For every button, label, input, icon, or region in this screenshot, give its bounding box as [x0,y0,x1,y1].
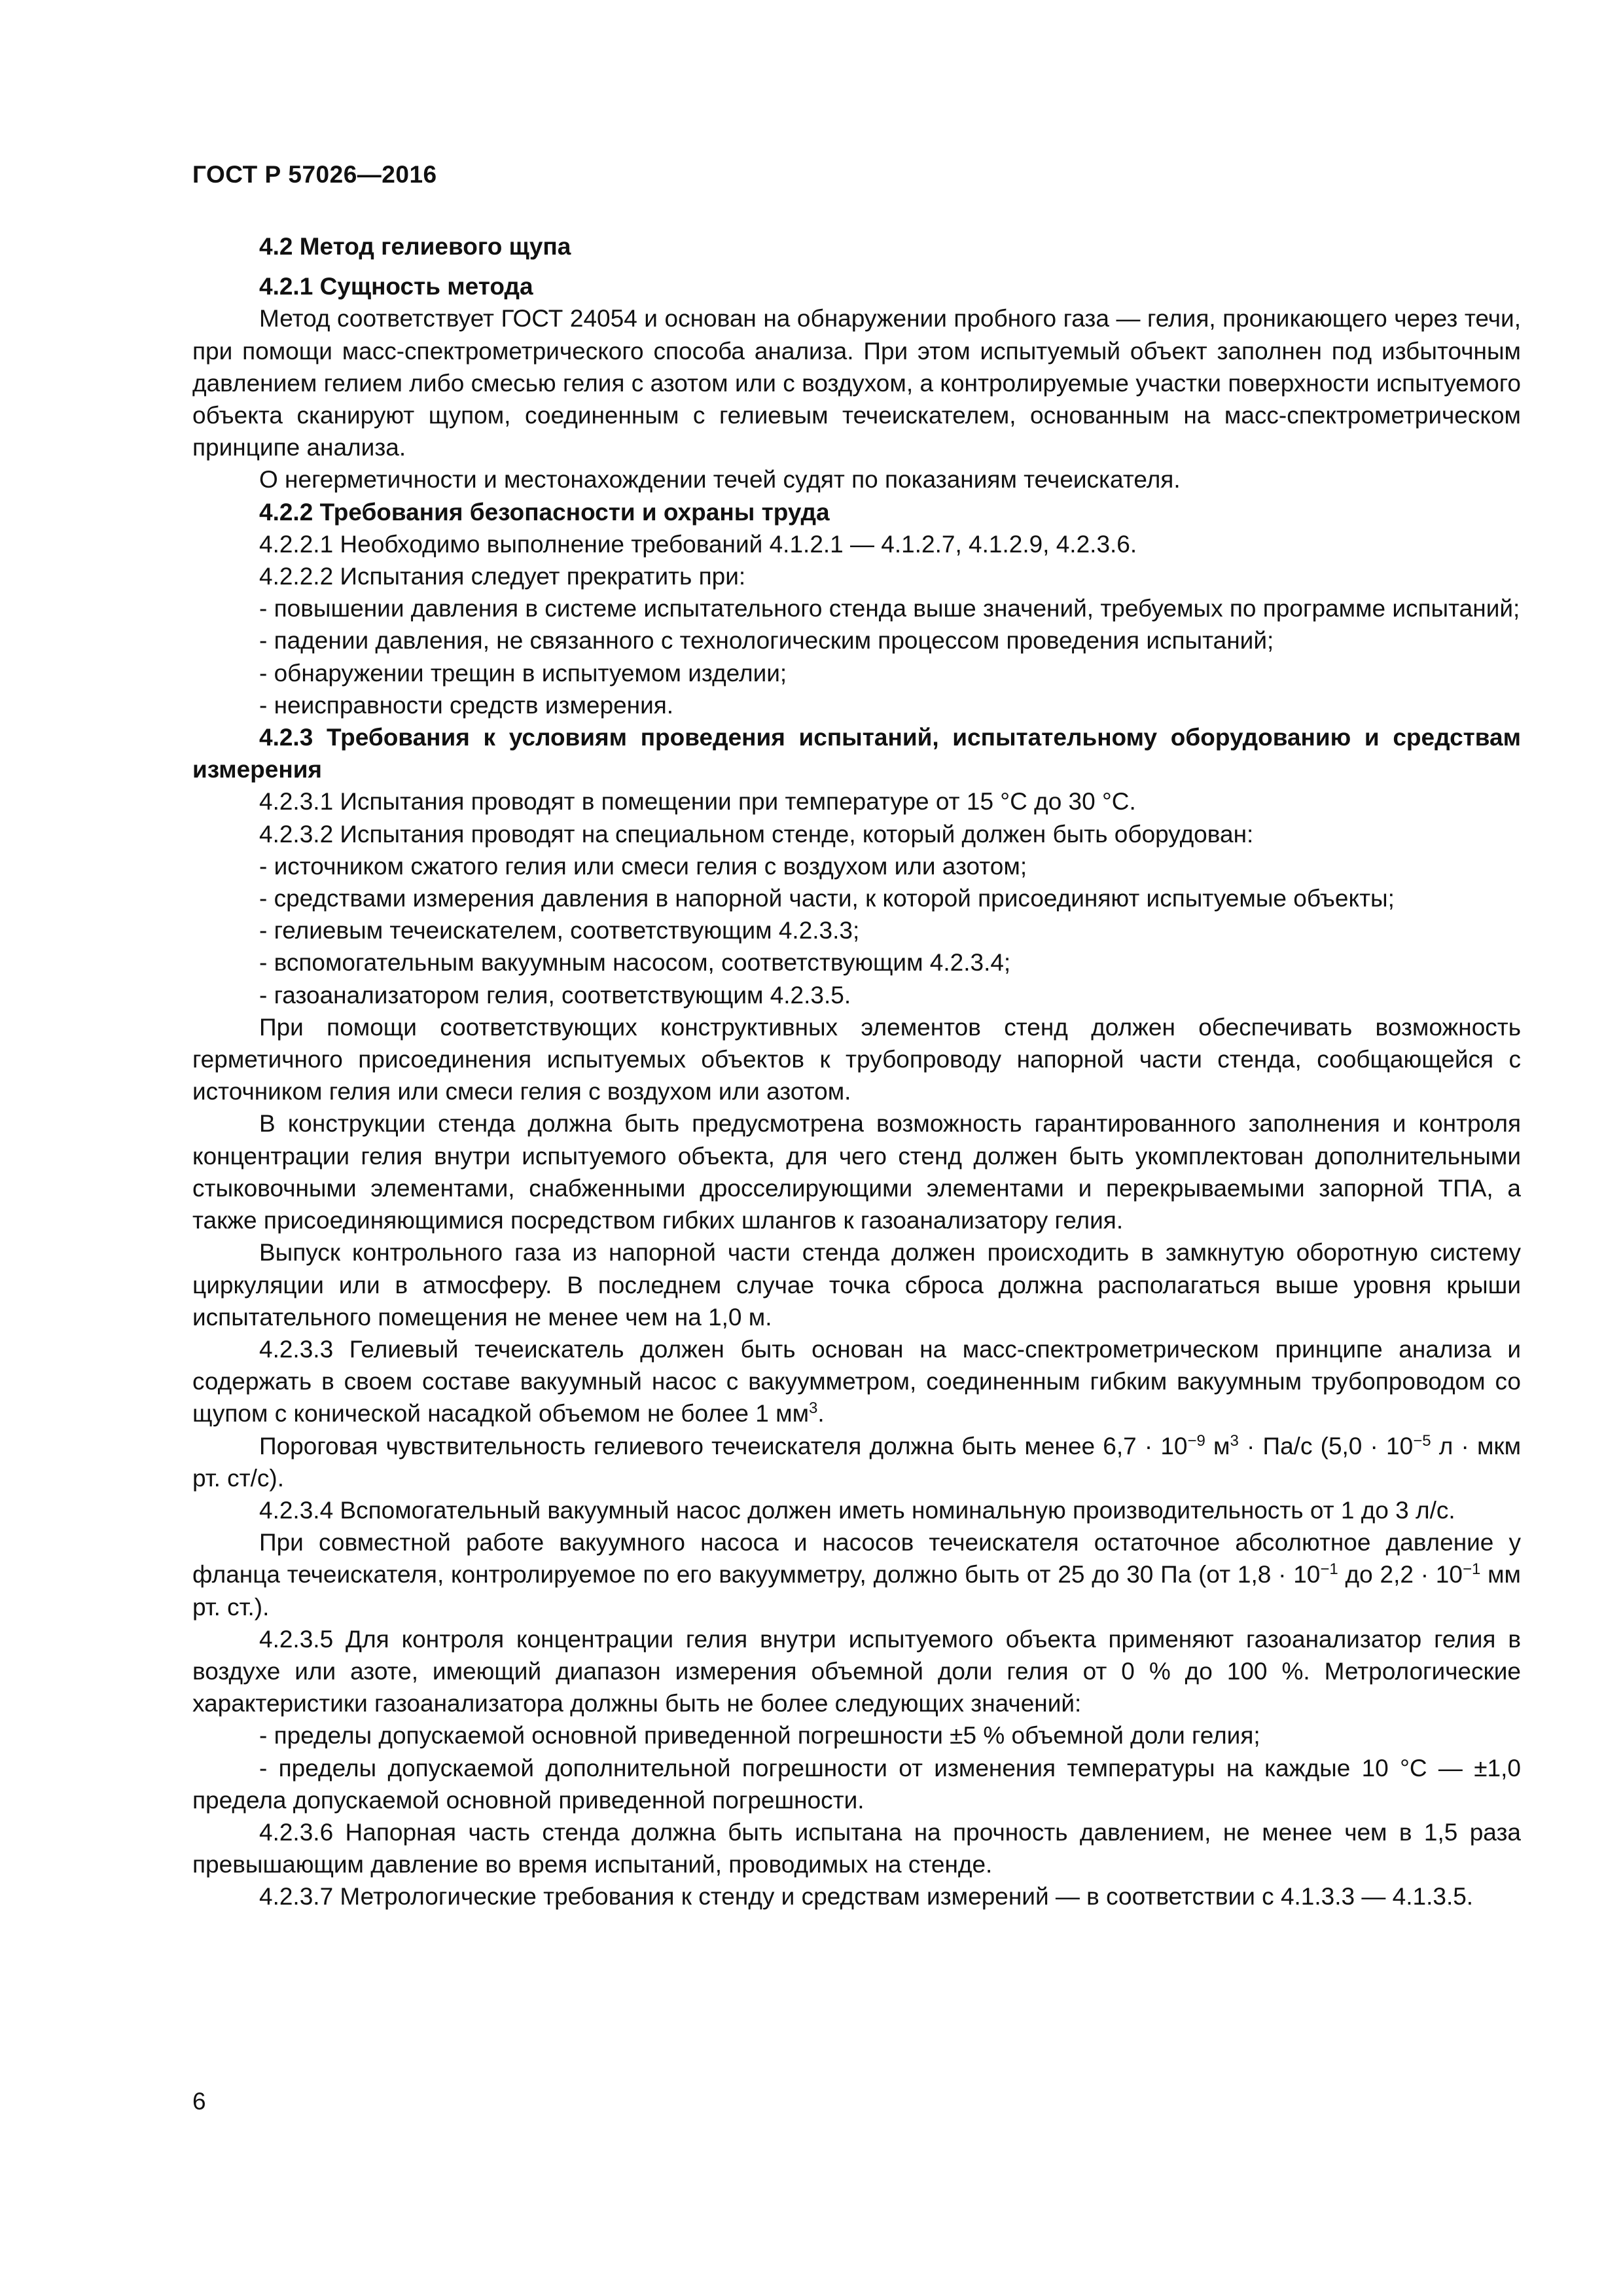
superscript: −9 [1187,1431,1205,1450]
list-item: - обнаружении трещин в испытуемом изделии; [259,659,787,687]
list-item: - средствами измерения давления в напорной части, к которой присоединяют испытуемые объекты; [259,885,1395,912]
paragraph: Метод соответствует ГОСТ 24054 и основан на обнаружении пробного газа — гелия, проникающего через течи, при помощи масс-спектрометрического способа анализа. При этом испытуемый объект заполнен под избыточным давлением гелием либо смесью гелия с азотом или с воздухом, а контролируемые участки поверхности испытуемого объекта сканируют щупом, соединенным с гелиевым течеискателем, основанным на масс-спектрометрическом принципе анализа. [192,305,1521,461]
clause-4-2-3-6: 4.2.3.6 Напорная часть стенда должна быть испытана на прочность давлением, не менее чем в 1,5 раза превышающим давление во время испытаний, проводимых на стенде. [192,1818,1521,1878]
clause-text: м [1205,1432,1230,1460]
sensitivity-paragraph [192,1430,1521,1494]
clause-4-2-3-5: 4.2.3.5 Для контроля концентрации гелия внутри испытуемого объекта применяют газоанализатор гелия в воздухе или азоте, имеющий диапазон измерения объемной доли гелия от 0 % до 100 %. Метрологические характеристики газоанализатора должны быть не более следующих значений: [192,1625,1521,1717]
clause-text: л · мкм рт. ст/с). [192,1432,1522,1492]
clause-text: 4.2.3.3 Гелиевый течеискатель должен быть основан на масс-спектрометрическом принципе анализа и содержать в своем составе вакуумный насос с вакуумметром, соединенным гибким вакуумным трубопроводом со щупом с конической насадкой объемом не более 1 мм [192,1335,1521,1427]
clause-text: . [817,1400,825,1427]
superscript: −1 [1320,1560,1338,1579]
subsection-title-4-2-1: 4.2.1 Сущность метода [259,273,533,300]
paragraph: При помощи соответствующих конструктивных элементов стенд должен обеспечивать возможность герметичного присоединения испытуемых объектов к трубопроводу напорной части стенда, сообщающейся с источником гелия или смеси гелия с воздухом или азотом. [192,1013,1521,1105]
section-title: 4.2 Метод гелиевого щупа [259,233,571,260]
superscript: −1 [1462,1560,1481,1579]
list-item: - газоанализатором гелия, соответствующим 4.2.3.5. [259,981,851,1009]
clause-4-2-3-2: 4.2.3.2 Испытания проводят на специальном стенде, который должен быть оборудован: [259,820,1254,848]
list-item: - гелиевым течеискателем, соответствующим 4.2.3.3; [259,917,860,944]
clause-4-2-3-7: 4.2.3.7 Метрологические требования к стенду и средствам измерений — в соответствии с 4.1.3.3 — 4.1.3.5. [259,1883,1474,1910]
subsection-title-4-2-2: 4.2.2 Требования безопасности и охраны труда [259,498,830,526]
page-number: 6 [192,2088,206,2115]
clause-4-2-2-2: 4.2.2.2 Испытания следует прекратить при: [259,563,746,590]
superscript: −5 [1413,1431,1431,1450]
paragraph: В конструкции стенда должна быть предусмотрена возможность гарантированного заполнения и контроля концентрации гелия внутри испытуемого объекта, для чего стенд должен быть укомплектован дополнительными стыковочными элементами, снабженными дросселирующими элементами и перекрываемыми запорной ТПА, а также присоединяющимися посредством гибких шлангов к газоанализатору гелия. [192,1110,1521,1234]
clause-4-2-2-1: 4.2.2.1 Необходимо выполнение требований 4.1.2.1 — 4.1.2.7, 4.1.2.9, 4.2.3.6. [259,530,1137,558]
list-item: - падении давления, не связанного с технологическим процессом проведения испытаний; [259,627,1274,655]
pressure-paragraph [192,1526,1521,1623]
document-body [192,230,1521,1913]
superscript: 3 [809,1399,818,1418]
clause-text: до 2,2 · 10 [1338,1561,1463,1588]
clause-4-2-3-4: 4.2.3.4 Вспомогательный вакуумный насос должен иметь номинальную производительность от 1 до 3 л/с. [259,1496,1455,1524]
paragraph: Выпуск контрольного газа из напорной части стенда должен происходить в замкнутую оборотную систему циркуляции или в атмосферу. В последнем случае точка сброса должна располагаться выше уровня крыши испытательного помещения не менее чем на 1,0 м. [192,1239,1521,1331]
list-item: - вспомогательным вакуумным насосом, соответствующим 4.2.3.4; [259,949,1011,977]
clause-text: При совместной работе вакуумного насоса и насосов течеискателя остаточное абсолютное давление у фланца течеискателя, контролируемое по его вакуумметру, должно быть от 25 до 30 Па (от 1,8 · 10 [192,1529,1521,1588]
list-item: - пределы допускаемой основной приведенной погрешности ±5 % объемной доли гелия; [259,1722,1260,1749]
list-item: - повышении давления в системе испытательного стенда выше значений, требуемых по программе испытаний; [259,595,1520,622]
document-header: ГОСТ Р 57026—2016 [192,161,437,188]
list-item: - неисправности средств измерения. [259,691,674,719]
list-item: - пределы допускаемой дополнительной погрешности от изменения температуры на каждые 10 °С — ±1,0 предела допускаемой основной приведенной погрешности. [192,1754,1521,1814]
clause-4-2-3-1: 4.2.3.1 Испытания проводят в помещении при температуре от 15 °С до 30 °С. [259,788,1136,816]
list-item: - источником сжатого гелия или смеси гелия с воздухом или азотом; [259,852,1027,880]
subsection-title-4-2-3: 4.2.3 Требования к условиям проведения испытаний, испытательному оборудованию и средствам измерения [192,724,1521,783]
superscript: 3 [1230,1431,1239,1450]
clause-text: мм рт. ст.). [192,1561,1521,1621]
clause-text: Пороговая чувствительность гелиевого течеискателя должна быть менее 6,7 · 10 [259,1432,1188,1460]
clause-text: · Па/с (5,0 · 10 [1238,1432,1414,1460]
clause-4-2-3-3 [192,1333,1521,1430]
paragraph: О негерметичности и местонахождении течей судят по показаниям течеискателя. [259,466,1181,493]
